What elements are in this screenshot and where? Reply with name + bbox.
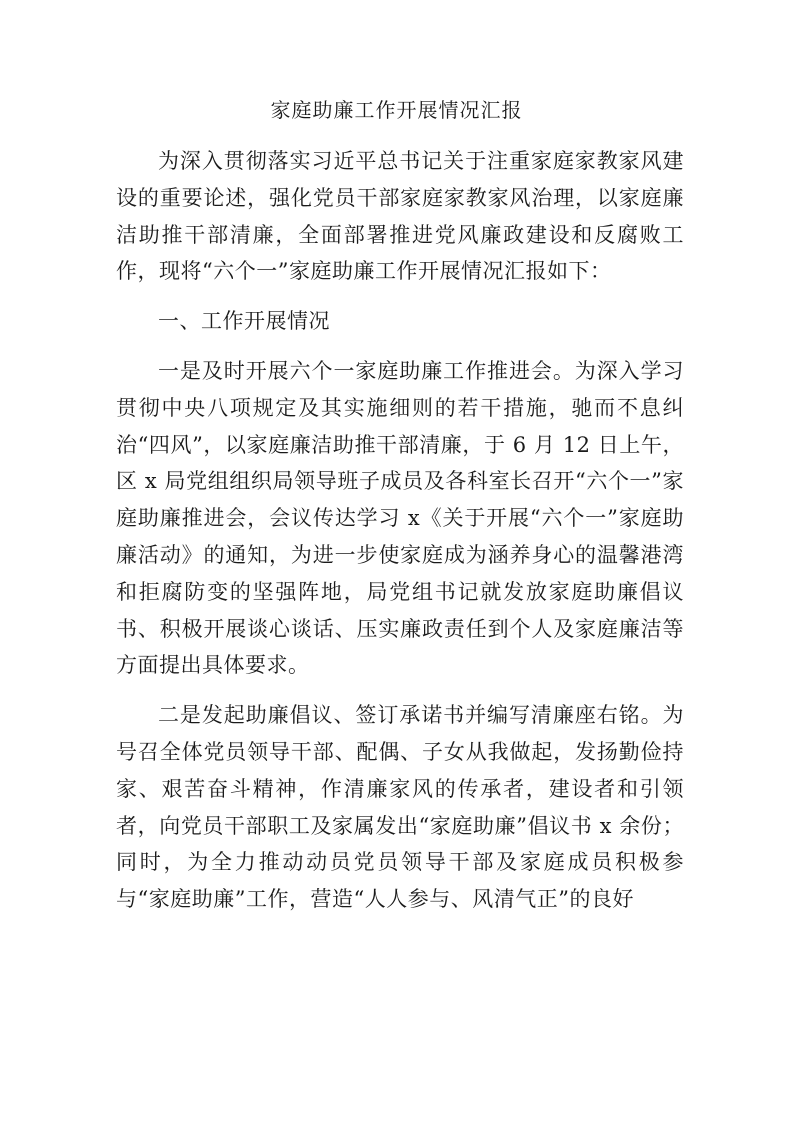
section-heading: 一、工作开展情况 bbox=[158, 309, 330, 334]
document-title: 家庭助廉工作开展情况汇报 bbox=[270, 98, 523, 122]
paragraph-item-one: 一是及时开展六个一家庭助廉工作推进会。为深入学习贯彻中央八项规定及其实施细则的若干措施，驰而不息纠治“四风”，以家庭廉洁助推干部清廉，于 6 月 12 日上午，区 x 局党组组织局领导班子成员及各科室长召开“六个一”家庭助廉推进会，会议传达学习 x《关于开展“六个一”家庭助廉活动》的通知，为进一步使家庭成为涵养身心的温馨港湾和拒腐防变的坚强阵地，局党组书记就发放家庭助廉倡议书、积极开展谈心谈话、压实廉政责任到个人及家庭廉洁等方面提出具体要求。 bbox=[116, 358, 684, 678]
document-body bbox=[116, 143, 684, 918]
intro-paragraph: 为深入贯彻落实习近平总书记关于注重家庭家教家风建设的重要论述，强化党员干部家庭家教家风治理，以家庭廉洁助推干部清廉，全面部署推进党风廉政建设和反腐败工作，现将“六个一”家庭助廉工作开展情况汇报如下： bbox=[116, 149, 684, 284]
paragraph-item-two: 二是发起助廉倡议、签订承诺书并编写清廉座右铭。为号召全体党员领导干部、配偶、子女从我做起，发扬勤俭持家、艰苦奋斗精神，作清廉家风的传承者，建设者和引领者，向党员干部职工及家属发出“家庭助廉”倡议书 x 余份；同时，为全力推动动员党员领导干部及家庭成员积极参与“家庭助廉”工作，营造“人人参与、风清气正”的良好 bbox=[116, 703, 684, 912]
